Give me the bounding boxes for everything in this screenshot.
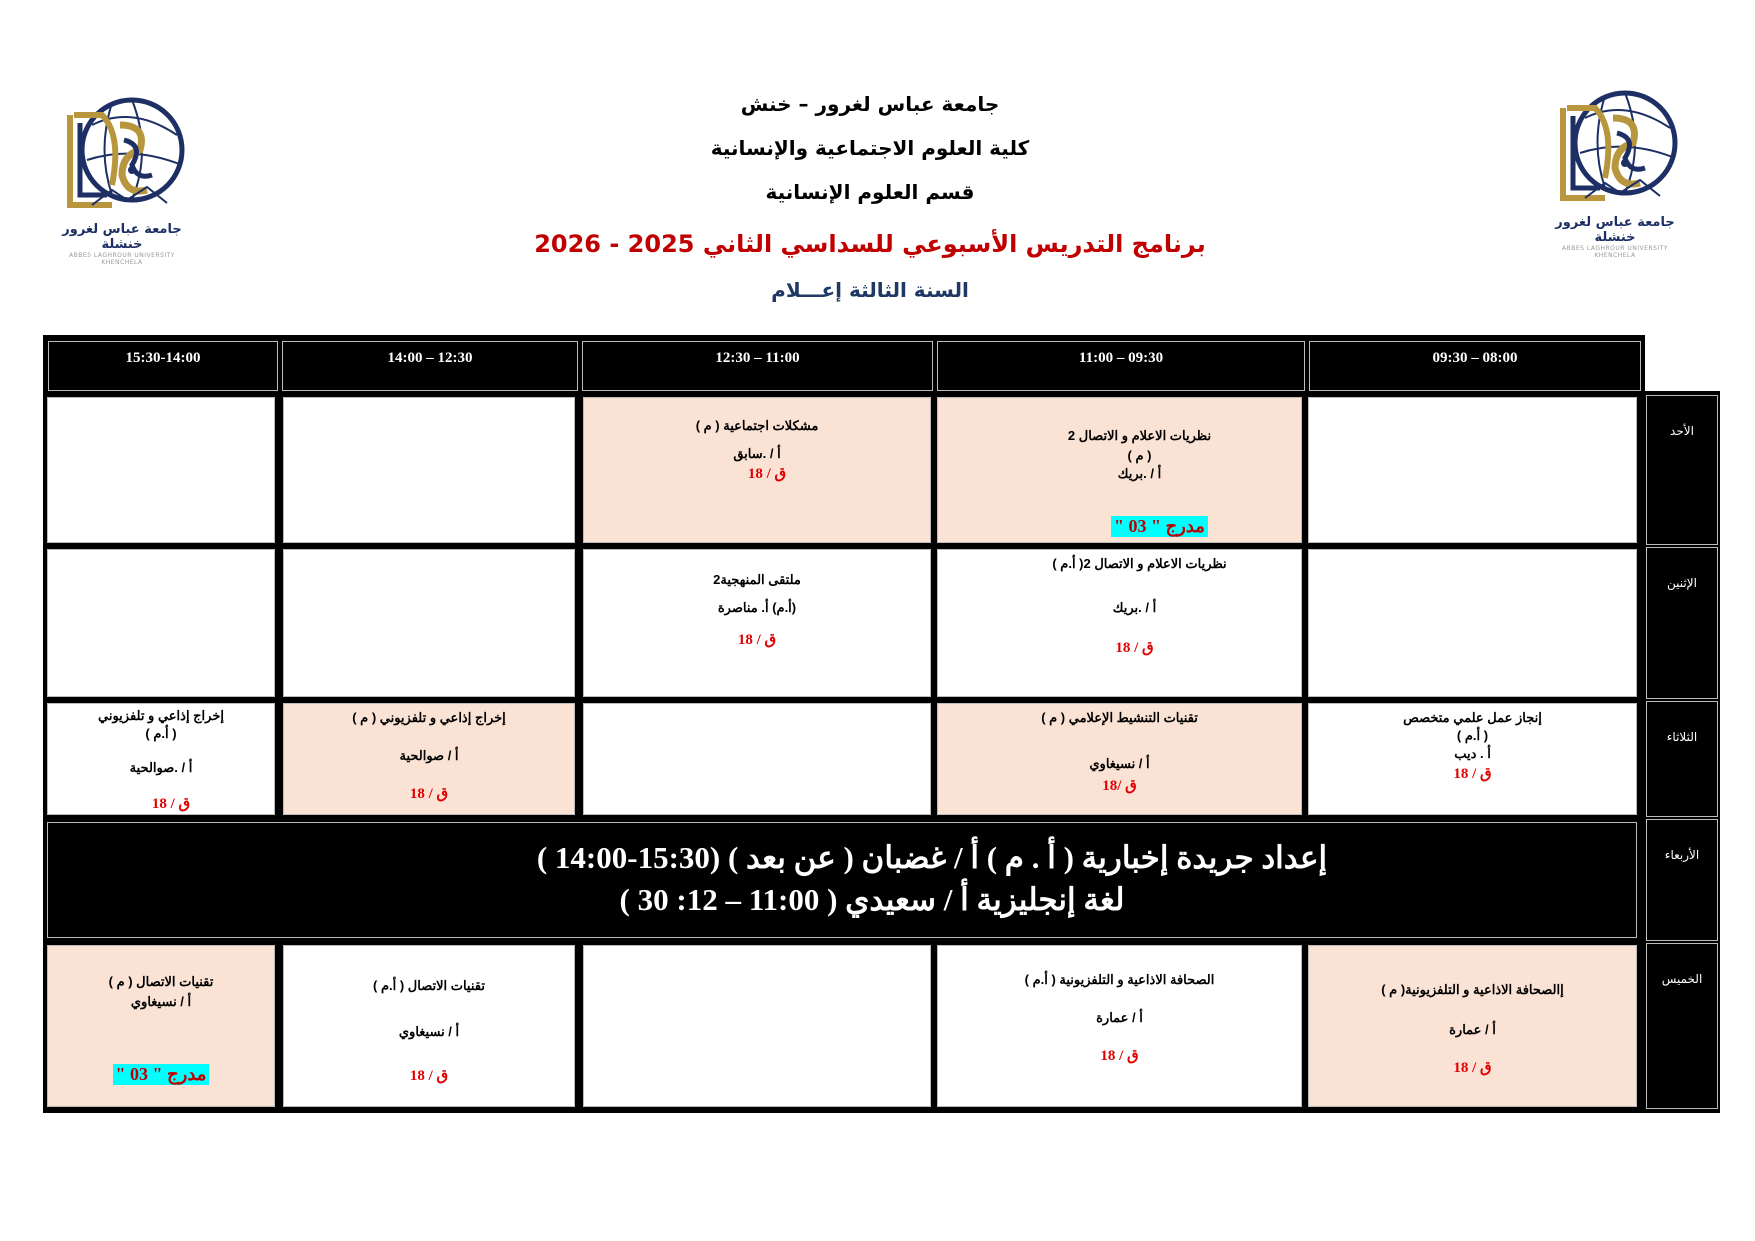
course-room: ق / 18 — [747, 466, 787, 482]
course-subject: إخراج إذاعي و تلفزيوني — [97, 708, 224, 723]
department-name: قسم العلوم الإنسانية — [765, 180, 975, 204]
cell-thu-1100 — [583, 945, 931, 1107]
logo-subcaption: ABBES LAGHROUR UNIVERSITY KHENCHELA — [69, 252, 175, 266]
time-slot-header: 12:30 – 11:00 — [582, 341, 933, 391]
time-slot-header: 15:30-14:00 — [48, 341, 278, 391]
course-subject: تقنيات الاتصال ( م ) — [108, 974, 214, 989]
course-subject: نظريات الاعلام و الاتصال 2 — [1067, 428, 1212, 443]
wednesday-banner — [47, 822, 1637, 938]
faculty-name: كلية العلوم الاجتماعية والإنسانية — [710, 136, 1030, 160]
cell-thu-1230 — [283, 945, 575, 1107]
cell-sun-1230 — [283, 397, 575, 543]
cell-sun-1400 — [47, 397, 275, 543]
course-subject: الصحافة الاذاعية و التلفزيونية ( أ.م ) — [1024, 972, 1215, 987]
time-slot-header-row — [43, 335, 1645, 393]
cell-mon-0930 — [937, 549, 1302, 697]
wednesday-line-1: إعداد جريدة إخبارية ( أ . م ) أ / غضبان ( عن بعد ) (15:30-14:00 ) — [536, 840, 1328, 875]
course-subject: إالصحافة الاذاعية و التلفزيونية( م ) — [1381, 982, 1564, 997]
course-room: ق / 18 — [409, 1068, 449, 1084]
course-room: ق / 18 — [1453, 766, 1492, 782]
document-header — [500, 82, 1240, 310]
course-subject: تقنيات التنشيط الإعلامي ( م ) — [1041, 710, 1198, 725]
day-label-thursday: الخميس — [1646, 943, 1718, 1109]
cell-mon-1400 — [47, 549, 275, 697]
cell-sun-0930 — [937, 397, 1302, 543]
university-logo-right — [1545, 88, 1685, 259]
course-subject: تقنيات الاتصال ( أ.م ) — [373, 978, 485, 993]
course-teacher: أ / نسيغاوي — [398, 1024, 460, 1039]
course-teacher: أ / عمارة — [1449, 1022, 1496, 1037]
course-teacher: أ / .بريك — [1117, 466, 1162, 481]
course-room: ق / 18 — [1115, 640, 1154, 656]
cell-mon-0800 — [1308, 549, 1637, 697]
globe-book-logo-icon — [1545, 88, 1685, 213]
course-teacher: أ / عمارة — [1096, 1010, 1143, 1025]
cell-sun-0800 — [1308, 397, 1637, 543]
course-teacher: أ . ديب — [1454, 746, 1491, 761]
course-teacher: أ / .صوالحية — [129, 760, 193, 775]
course-subject: مشكلات اجتماعية ( م ) — [695, 418, 819, 433]
course-room: ق /18 — [1102, 778, 1137, 794]
cell-thu-0930 — [937, 945, 1302, 1107]
course-room: ق / 18 — [1100, 1048, 1139, 1064]
time-slot-header: 11:00 – 09:30 — [937, 341, 1305, 391]
university-name: جامعة عباس لغرور – خنش — [740, 92, 1000, 116]
day-label-tuesday: الثلاثاء — [1646, 701, 1718, 817]
cell-tue-1400 — [47, 703, 275, 815]
course-teacher: أ / .سابق — [733, 446, 781, 461]
globe-book-logo-icon — [52, 95, 192, 220]
schedule-title: برنامج التدريس الأسبوعي للسداسي الثاني 2025 - 2026 — [534, 230, 1206, 258]
course-hall: مدرج " 03 " — [1111, 516, 1208, 537]
cell-tue-1100 — [583, 703, 931, 815]
university-logo-left — [52, 95, 192, 266]
course-teacher: أ / صوالحية — [399, 748, 459, 763]
day-label-sunday: الأحد — [1646, 395, 1718, 545]
course-hall: مدرج " 03 " — [113, 1064, 210, 1085]
logo-caption: جامعة عباس لغرور خنشلة — [1555, 215, 1675, 245]
time-slot-header: 09:30 – 08:00 — [1309, 341, 1641, 391]
course-type: ( م ) — [1127, 448, 1152, 463]
course-subject: إخراج إذاعي و تلفزيوني ( م ) — [352, 710, 506, 725]
logo-caption: جامعة عباس لغرور خنشلة — [62, 222, 182, 252]
cell-tue-1230 — [283, 703, 575, 815]
course-teacher: أ / نسيغاوي — [130, 994, 192, 1009]
day-label-wednesday: الأربعاء — [1646, 819, 1718, 941]
cell-thu-1400 — [47, 945, 275, 1107]
course-subject: إنجاز عمل علمي متخصص — [1403, 710, 1542, 725]
cell-thu-0800 — [1308, 945, 1637, 1107]
course-teacher: أ / .بريك — [1112, 600, 1157, 615]
course-room: ق / 18 — [737, 632, 777, 648]
course-type: ( أ.م ) — [145, 726, 177, 741]
cell-sun-1100 — [583, 397, 931, 543]
course-type: ( أ.م ) — [1456, 728, 1489, 743]
course-room: ق / 18 — [409, 786, 449, 802]
course-subject: ملتقى المنهجية2 — [713, 572, 801, 587]
course-teacher: (أ.م) أ. مناصرة — [717, 600, 797, 615]
course-subject: نظريات الاعلام و الاتصال 2( أ.م ) — [1052, 556, 1227, 571]
cell-mon-1230 — [283, 549, 575, 697]
cell-tue-0800 — [1308, 703, 1637, 815]
cell-tue-0930 — [937, 703, 1302, 815]
wednesday-line-2: لغة إنجليزية أ / سعيدي ( 11:00 – 12: 30 ) — [619, 882, 1125, 917]
time-slot-header: 14:00 – 12:30 — [282, 341, 578, 391]
course-teacher: أ / نسيغاوي — [1089, 756, 1150, 771]
cell-mon-1100 — [583, 549, 931, 697]
day-label-monday: الإثنين — [1646, 547, 1718, 699]
logo-subcaption: ABBES LAGHROUR UNIVERSITY KHENCHELA — [1562, 245, 1668, 259]
course-room: ق / 18 — [1453, 1060, 1492, 1076]
course-room: ق / 18 — [151, 796, 191, 812]
year-level: السنة الثالثة إعـــلام — [771, 278, 969, 302]
